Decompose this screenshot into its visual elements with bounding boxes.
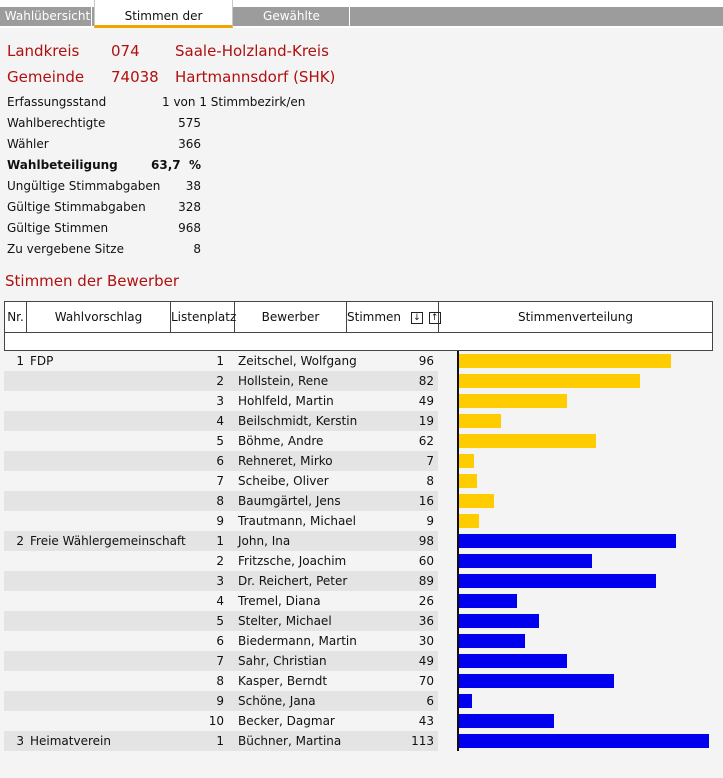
- stat-value: 63,7 %: [151, 158, 201, 172]
- cell-nr: [4, 691, 24, 711]
- cell-stimmen: 60: [418, 554, 434, 568]
- chart-axis: [457, 351, 459, 751]
- table-row: [4, 731, 438, 751]
- table-row: [4, 491, 438, 511]
- col-header-stimmen: [347, 302, 439, 332]
- cell-nr: [4, 491, 24, 511]
- landkreis-name: Saale-Holzland-Kreis: [175, 42, 329, 60]
- vote-bar: [459, 494, 494, 508]
- cell-bewerber: John, Ina: [238, 534, 291, 548]
- table-row: [4, 691, 438, 711]
- cell-stimmen: 70: [418, 674, 434, 688]
- landkreis-code: 074: [111, 42, 140, 60]
- cell-bewerber: Becker, Dagmar: [238, 714, 335, 728]
- stimmenverteilung-chart: [457, 351, 713, 751]
- vote-bar: [459, 554, 592, 568]
- table-row: [4, 611, 438, 631]
- tab-stimmen-der-bewerber[interactable]: Stimmen der: [94, 0, 233, 28]
- cell-stimmen: 113: [411, 734, 434, 748]
- section-title: Stimmen der Bewerber: [5, 272, 180, 290]
- cell-bewerber: Kasper, Berndt: [238, 674, 328, 688]
- landkreis-label: Landkreis: [7, 42, 80, 60]
- cell-nr: [4, 511, 24, 531]
- vote-bar: [459, 394, 567, 408]
- cell-nr: [4, 611, 24, 631]
- col-header-listenplatz: Listenplatz: [171, 302, 235, 332]
- table-row: [4, 711, 438, 731]
- cell-listenplatz: 1: [216, 534, 224, 548]
- col-header-stimmenverteilung: Stimmenverteilung: [517, 310, 634, 324]
- cell-nr: [4, 711, 24, 731]
- table-row: [4, 471, 438, 491]
- vote-bar: [459, 714, 554, 728]
- vote-bar: [459, 474, 477, 488]
- table-spacer-row: [4, 333, 713, 351]
- cell-stimmen: 82: [418, 374, 434, 388]
- col-header-nr: Nr.: [5, 302, 27, 332]
- cell-stimmen: 6: [426, 694, 434, 708]
- cell-stimmen: 16: [418, 494, 434, 508]
- col-header-stimmen-label: Stimmen: [347, 310, 402, 324]
- table-row: [4, 551, 438, 571]
- table-row: [4, 591, 438, 611]
- cell-nr: [4, 371, 24, 391]
- cell-listenplatz: 9: [216, 514, 224, 528]
- cell-stimmen: 98: [418, 534, 434, 548]
- cell-stimmen: 7: [426, 454, 434, 468]
- cell-stimmen: 89: [418, 574, 434, 588]
- cell-listenplatz: 7: [216, 474, 224, 488]
- stat-waehler: [7, 137, 207, 158]
- cell-wahlvorschlag: FDP: [30, 354, 54, 368]
- cell-listenplatz: 3: [216, 394, 224, 408]
- cell-bewerber: Zeitschel, Wolfgang: [238, 354, 357, 368]
- tab-gewaehlte-bewerber[interactable]: Gewählte: [234, 7, 350, 26]
- cell-bewerber: Biedermann, Martin: [238, 634, 357, 648]
- stat-label: Ungültige Stimmabgaben: [7, 179, 161, 193]
- cell-bewerber: Rehneret, Mirko: [238, 454, 333, 468]
- cell-stimmen: 19: [418, 414, 434, 428]
- cell-listenplatz: 6: [216, 454, 224, 468]
- vote-bar: [459, 634, 525, 648]
- cell-listenplatz: 2: [216, 554, 224, 568]
- cell-nr: [4, 631, 24, 651]
- cell-bewerber: Dr. Reichert, Peter: [238, 574, 348, 588]
- cell-nr: 2: [16, 534, 24, 548]
- stat-zu-vergebene-sitze: [7, 242, 207, 263]
- table-row: [4, 531, 438, 551]
- cell-nr: 1: [16, 354, 24, 368]
- vote-bar: [459, 374, 640, 388]
- stat-label: Gültige Stimmen: [7, 221, 109, 235]
- sort-ascending-icon[interactable]: ↑: [429, 312, 441, 324]
- sort-descending-icon[interactable]: ↓: [411, 312, 423, 324]
- cell-bewerber: Beilschmidt, Kerstin: [238, 414, 358, 428]
- vote-bar: [459, 574, 656, 588]
- cell-nr: [4, 471, 24, 491]
- cell-listenplatz: 1: [216, 354, 224, 368]
- cell-listenplatz: 5: [216, 614, 224, 628]
- cell-stimmen: 9: [426, 514, 434, 528]
- stat-label: Wähler: [7, 137, 49, 151]
- cell-listenplatz: 4: [216, 414, 224, 428]
- gemeinde-code: 74038: [111, 68, 159, 86]
- table-row: [4, 411, 438, 431]
- cell-listenplatz: 1: [216, 734, 224, 748]
- table-row: [4, 651, 438, 671]
- cell-bewerber: Tremel, Diana: [238, 594, 321, 608]
- cell-listenplatz: 8: [216, 674, 224, 688]
- stat-label: Wahlbeteiligung: [7, 158, 118, 172]
- stat-value: 968: [178, 221, 201, 235]
- stat-wahlbeteiligung: [7, 158, 207, 179]
- vote-bar: [459, 654, 567, 668]
- stat-value: 38: [185, 179, 201, 193]
- vote-bar: [459, 734, 709, 748]
- cell-stimmen: 8: [426, 474, 434, 488]
- cell-listenplatz: 10: [208, 714, 224, 728]
- cell-bewerber: Hohlfeld, Martin: [238, 394, 334, 408]
- vote-bar: [459, 694, 472, 708]
- cell-nr: [4, 411, 24, 431]
- cell-listenplatz: 6: [216, 634, 224, 648]
- cell-bewerber: Scheibe, Oliver: [238, 474, 329, 488]
- cell-nr: [4, 591, 24, 611]
- stat-erfassungsstand: [7, 95, 306, 116]
- cell-listenplatz: 5: [216, 434, 224, 448]
- vote-bar: [459, 414, 501, 428]
- stat-gueltige-stimmen: [7, 221, 207, 242]
- table-row: [4, 451, 438, 471]
- cell-nr: [4, 431, 24, 451]
- cell-nr: [4, 671, 24, 691]
- sort-controls: [409, 302, 441, 332]
- vote-bar: [459, 594, 517, 608]
- cell-nr: [4, 451, 24, 471]
- tab-bar: [0, 0, 723, 28]
- stat-label: Wahlberechtigte: [7, 116, 106, 130]
- vote-bar: [459, 674, 614, 688]
- stat-value: 328: [178, 200, 201, 214]
- cell-bewerber: Büchner, Martina: [238, 734, 342, 748]
- table-row: [4, 391, 438, 411]
- stat-label: Erfassungsstand: [7, 95, 107, 109]
- vote-bar: [459, 534, 676, 548]
- stat-value: 366: [178, 137, 201, 151]
- table-row: [4, 351, 438, 371]
- cell-stimmen: 43: [418, 714, 434, 728]
- vote-bar: [459, 354, 671, 368]
- cell-listenplatz: 3: [216, 574, 224, 588]
- cell-stimmen: 49: [418, 654, 434, 668]
- cell-bewerber: Hollstein, Rene: [238, 374, 329, 388]
- col-header-wahlvorschlag: Wahlvorschlag: [27, 302, 171, 332]
- vote-bar: [459, 614, 539, 628]
- table-row: [4, 671, 438, 691]
- table-header: [4, 301, 713, 333]
- cell-listenplatz: 7: [216, 654, 224, 668]
- vote-bar: [459, 454, 474, 468]
- cell-nr: 3: [16, 734, 24, 748]
- cell-bewerber: Sahr, Christian: [238, 654, 327, 668]
- cell-bewerber: Stelter, Michael: [238, 614, 332, 628]
- cell-bewerber: Schöne, Jana: [238, 694, 316, 708]
- cell-listenplatz: 9: [216, 694, 224, 708]
- table-row: [4, 571, 438, 591]
- cell-nr: [4, 571, 24, 591]
- table-row: [4, 431, 438, 451]
- stat-wahlberechtigte: [7, 116, 207, 137]
- tab-wahluebersicht[interactable]: Wahlübersicht: [4, 7, 92, 26]
- cell-listenplatz: 4: [216, 594, 224, 608]
- gemeinde-name: Hartmannsdorf (SHK): [175, 68, 336, 86]
- cell-bewerber: Fritzsche, Joachim: [238, 554, 347, 568]
- table-row: [4, 631, 438, 651]
- cell-bewerber: Böhme, Andre: [238, 434, 324, 448]
- stat-label: Zu vergebene Sitze: [7, 242, 124, 256]
- vote-bar: [459, 434, 596, 448]
- cell-stimmen: 30: [418, 634, 434, 648]
- stat-value: 8: [193, 242, 201, 256]
- cell-nr: [4, 551, 24, 571]
- cell-stimmen: 36: [418, 614, 434, 628]
- gemeinde-label: Gemeinde: [7, 68, 85, 86]
- cell-listenplatz: 2: [216, 374, 224, 388]
- stat-label: Gültige Stimmabgaben: [7, 200, 146, 214]
- cell-bewerber: Baumgärtel, Jens: [238, 494, 341, 508]
- cell-bewerber: Trautmann, Michael: [238, 514, 357, 528]
- cell-stimmen: 26: [418, 594, 434, 608]
- cell-stimmen: 96: [418, 354, 434, 368]
- cell-stimmen: 62: [418, 434, 434, 448]
- cell-wahlvorschlag: Freie Wählergemeinschaft: [30, 534, 186, 548]
- stat-gueltige-stimmabgaben: [7, 200, 207, 221]
- cell-nr: [4, 651, 24, 671]
- cell-listenplatz: 8: [216, 494, 224, 508]
- cell-stimmen: 49: [418, 394, 434, 408]
- cell-nr: [4, 391, 24, 411]
- vote-bar: [459, 514, 479, 528]
- stat-value: 575: [178, 116, 201, 130]
- stat-value: 1 von 1 Stimmbezirk/en: [162, 95, 306, 109]
- cell-wahlvorschlag: Heimatverein: [30, 734, 111, 748]
- stat-ungueltige-stimmabgaben: [7, 179, 207, 200]
- table-row: [4, 511, 438, 531]
- col-header-bewerber: Bewerber: [235, 302, 347, 332]
- table-row: [4, 371, 438, 391]
